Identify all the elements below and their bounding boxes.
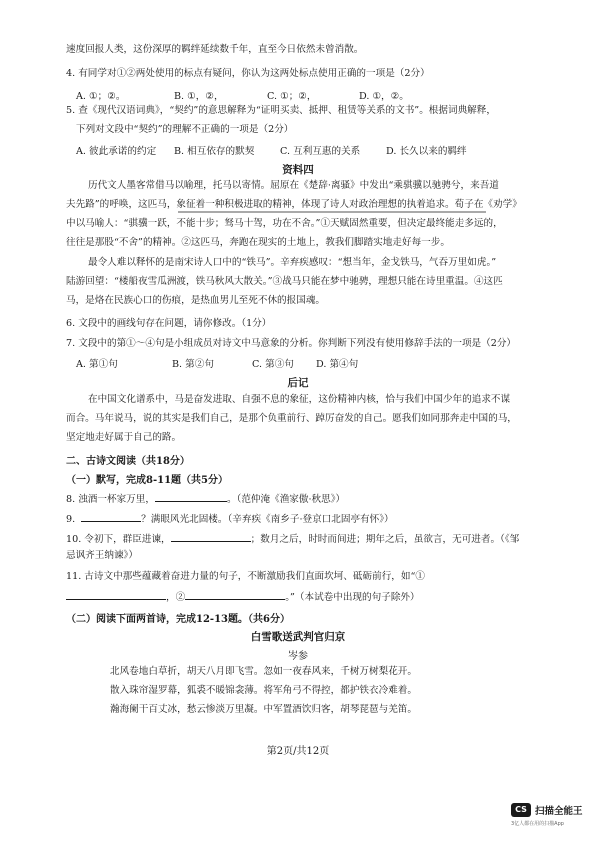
question-4-option-b: B. ①，②， [174, 91, 224, 102]
poem-title: 白雪歌送武判官归京 [250, 631, 346, 643]
afterword-line-1: 在中国文化谱系中，马是奋发进取、自强不息的象征，这份精神内核，恰与我们中国少年的追求不谋 [88, 394, 511, 405]
poem-line-1: 北风卷地白草折，胡天八月即飞雪。忽如一夜春风来，千树万树梨花开。 [110, 666, 417, 677]
part-2-heading: （二）阅读下面两首诗，完成12-13题。（共6分） [66, 614, 290, 625]
question-10-blank[interactable] [171, 532, 251, 542]
question-11-mid: ，② [166, 592, 186, 603]
question-7-stem: 7. 文段中的第①～④句是小组成员对诗文中马意象的分析。你判断下列没有使用修辞手法的一项是（2分） [66, 338, 517, 349]
question-5-stem-line2: 下列对文段中“契约”的理解不正确的一项是（2分） [76, 124, 294, 135]
poem-line-3: 瀚海阑干百丈冰，愁云惨淡万里凝。中军置酒饮归客，胡琴琵琶与羌笛。 [110, 704, 417, 715]
question-9-prefix: 9. [66, 514, 76, 525]
question-5-option-c: C. 互利互惠的关系 [280, 146, 361, 157]
part-1-heading: （一）默写，完成8-11题（共5分） [66, 475, 228, 486]
question-5-option-b: B. 相互依存的默契 [174, 146, 255, 157]
material-4-line-3: 中以马喻人：“骐骥一跃，不能十步；驽马十驾，功在不舍。”①天赋固然重要，但决定最终能走多远的， [66, 218, 503, 229]
question-9-blank[interactable] [81, 512, 141, 522]
afterword-title: 后记 [287, 377, 309, 389]
question-9 [66, 512, 394, 526]
intro-tail-text: 速度回报人类，这份深厚的羁绊延续数千年，直至今日依然未曾消散。 [66, 44, 364, 55]
question-4-option-d: D. ①，②。 [359, 91, 409, 102]
material-4-line-5: 最令人难以释怀的是南宋诗人口中的“铁马”。辛弃疾感叹：“想当年，金戈铁马，气吞万里如虎。” [88, 257, 497, 268]
camscanner-tagline: 3亿人都在用的扫描App [511, 821, 564, 827]
question-11-line-1: 11. 古诗文中那些蕴藏着奋进力量的句子，不断激励我们直面坎坷、砥砺前行，如“① [66, 571, 425, 582]
question-5-option-a: A. 彼此承诺的约定 [76, 146, 157, 157]
question-4-option-c: C. ①；②， [267, 91, 317, 102]
afterword-line-3: 坚定地走好属于自己的路。 [66, 432, 182, 443]
question-8-suffix: 。（范仲淹《渔家傲·秋思》） [226, 494, 346, 505]
question-7-option-b: B. 第②句 [172, 359, 214, 370]
page-footer: 第2页/共12页 [266, 746, 330, 757]
question-11-blank-1[interactable] [66, 590, 166, 600]
question-9-suffix: ？满眼风光北固楼。（辛弃疾《南乡子·登京口北固亭有怀》） [141, 514, 394, 525]
question-5-stem-line1: 5. 查《现代汉语词典》，“契约”的意思解释为“证明买卖、抵押、租赁等关系的文书”。根据词典解释， [66, 105, 496, 116]
question-10-line-2: 忌讽齐王纳谏》） [66, 550, 138, 561]
question-4-option-a: A. ①；②。 [76, 91, 126, 102]
question-11-suffix: 。”（本试卷中出现的句子除外） [285, 592, 420, 603]
afterword-line-2: 而合。马年说马，说的其实是我们自己，是那个负重前行、踔厉奋发的自己。愿我们如同那奔走中国的马， [66, 413, 517, 424]
question-7-option-a: A. 第①句 [76, 359, 118, 370]
section-2-heading: 二、古诗文阅读（共18分） [66, 456, 190, 467]
question-5-option-d: D. 长久以来的羁绊 [386, 146, 467, 157]
camscanner-name: 扫描全能王 [535, 806, 583, 817]
material-4-line-2: 夫先路”的呼唤，这匹马，象征着一种积极进取的精神，体现了诗人对政治理想的执着追求。荀子在《劝学》 [66, 199, 522, 210]
poem-line-2: 散入珠帘湿罗幕，狐裘不暖锦衾薄。将军角弓不得控，都护铁衣冷难着。 [110, 685, 417, 696]
material-4-line-7: 马，是烙在民族心口的伤痕，是热血男儿至死不休的报国魂。 [66, 295, 326, 306]
question-11-blank-2[interactable] [185, 590, 285, 600]
poem-author: 岑参 [288, 651, 308, 662]
material-4-title: 资料四 [282, 164, 314, 176]
question-10-prefix: 10. 令初下，群臣进谏， [66, 534, 171, 545]
question-4-stem: 4. 有同学对①②两处使用的标点有疑问，你认为这两处标点使用正确的一项是（2分） [66, 68, 430, 79]
question-7-option-d: D. 第④句 [316, 359, 359, 370]
material-4-line-1: 历代文人墨客常借马以喻理，托马以寄情。屈原在《楚辞·离骚》中发出“乘骐骥以驰骋兮，来吾道 [88, 180, 499, 191]
question-10-line-1 [66, 532, 519, 546]
question-6-stem: 6. 文段中的画线句存在问题，请你修改。（1分） [66, 318, 272, 329]
question-8-blank[interactable] [155, 492, 227, 502]
camscanner-logo-icon: CS [511, 803, 531, 817]
question-10-suffix: ；数月之后，时时而间进；期年之后，虽欲言，无可进者。（《邹 [250, 534, 520, 545]
material-4-line-6: 陆游回望：“楼船夜雪瓜洲渡，铁马秋风大散关。”③战马只能在梦中驰骋，理想只能在诗里重温。④这匹 [66, 276, 503, 287]
question-11-line-2 [66, 590, 420, 604]
question-8-prefix: 8. 浊酒一杯家万里， [66, 494, 155, 505]
question-8 [66, 492, 345, 506]
material-4-line-4: 往往是那股“不舍”的精神。②这匹马，奔跑在现实的土地上，教我们脚踏实地走好每一步。 [66, 237, 450, 248]
question-7-option-c: C. 第③句 [252, 359, 294, 370]
